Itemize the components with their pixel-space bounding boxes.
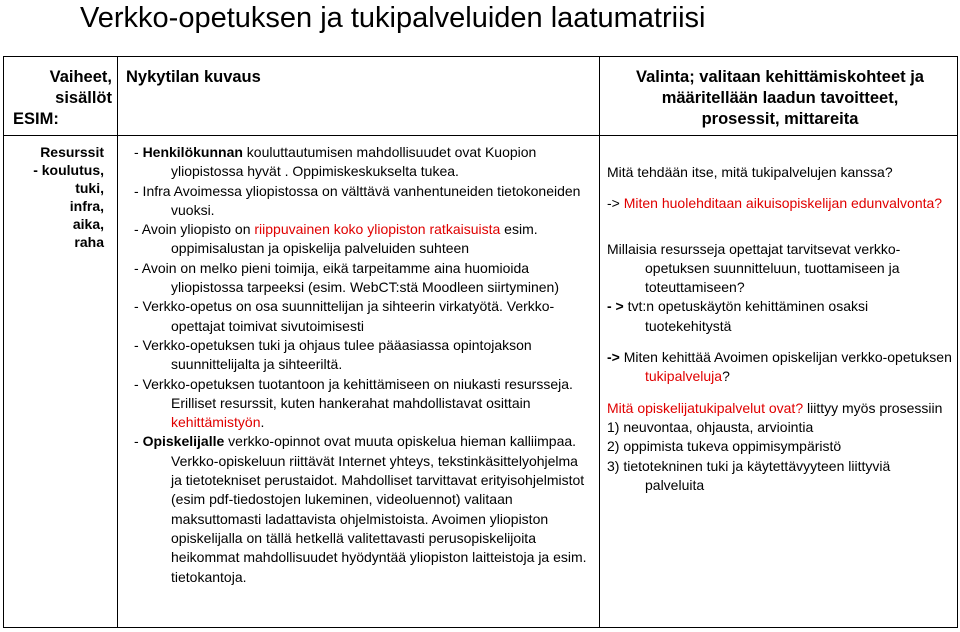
production-paragraph: - Verkko-opetuksen tuotantoon ja kehittämiseen on niukasti resursseja. Erilliset resurssit, kuten hankerahat mahdollistavat osittain kehittämistyön. — [134, 375, 573, 431]
header-phases — [10, 67, 112, 130]
resources-item: aika, — [72, 216, 104, 232]
header-phases-line: ESIM: — [13, 110, 59, 128]
services-list-item: 2) oppimista tukeva oppimisympäristö — [607, 438, 842, 455]
resources-label: Resurssit — [40, 144, 104, 160]
header-selection-line: prosessit, mittareita — [701, 110, 859, 128]
column-divider — [599, 57, 600, 627]
services-list-item: 3) tietotekninen tuki ja käytettävyyteen liittyviä palveluita — [607, 457, 891, 493]
header-selection-line: määritellään laadun tavoitteet, — [661, 89, 899, 107]
support-paragraph: - Verkko-opetuksen tuki ja ohjaus tulee pääasiassa opintojakson suunnittelijalta ja sihteeriltä. — [134, 336, 532, 373]
resources-item: raha — [74, 234, 104, 250]
question-student-services: Mitä opiskelijatukipalvelut ovat? liittyy myös prosessiin — [607, 399, 943, 416]
header-divider — [4, 135, 957, 136]
quality-matrix-table — [3, 56, 958, 628]
infra-paragraph: - Infra Avoimessa yliopistossa on välttävä vanhentuneiden tietokoneiden vuoksi. — [134, 182, 581, 218]
resources-item: - koulutus, — [33, 162, 104, 178]
current-state-cell — [134, 143, 592, 587]
header-current-state: Nykytilan kuvaus — [126, 68, 261, 86]
small-actor-paragraph: - Avoin on melko pieni toimija, eikä tarpeitamme aina huomioida yliopistossa tarpeeksi (esim. WebCT:stä Moodleen siirtyminen) — [134, 259, 559, 296]
header-phases-line: sisällöt — [55, 89, 112, 107]
header-selection — [604, 67, 956, 130]
resources-item: tuki, — [75, 180, 104, 196]
question-advocacy: -> Miten huolehditaan aikuisopiskelijan edunvalvonta? — [607, 195, 943, 212]
column-divider — [117, 57, 118, 627]
resources-item: infra, — [69, 198, 104, 214]
question-teacher-resources: Millaisia resursseja opettajat tarvitsevat verkko-opetuksen suunnitteluun, tuottamiseen ja toteuttamiseen? — [607, 240, 901, 296]
question-support-services: -> Miten kehittää Avoimen opiskelijan verkko-opetuksen tukipalveluja? — [607, 349, 952, 385]
ict-development: - > tvt:n opetuskäytön kehittäminen osaksi tuotekehitystä — [607, 298, 869, 334]
header-selection-line: Valinta; valitaan kehittämiskohteet ja — [636, 68, 924, 86]
resources-cell — [8, 143, 104, 251]
official-duty-paragraph: - Verkko-opetus on osa suunnittelijan ja sihteerin virkatyötä. Verkko-opettajat toimivat sivutoimisesti — [134, 298, 555, 334]
header-phases-line: Vaiheet, — [49, 68, 112, 86]
question-self-or-support: Mitä tehdään itse, mitä tukipalvelujen kanssa? — [607, 164, 893, 180]
student-paragraph: - Opiskelijalle verkko-opinnot ovat muuta opiskelua hieman kalliimpaa. Verkko-opiskeluun riittävät Internet yhteys, tekstinkäsittelyohjelma ja tietotekniset perustaidot. Mahdolliset tarvittavat erityisohjelmistot (esim pdf-tiedostojen lukeminen, videoluennot) valitaan maksuttomasti ladattavista ohjelmistoista. Avoimen yliopiston opiskelijalla on tällä hetkellä valitettavasti perusopiskelijoita heikommat mahdollisuudet hyödyntää yliopiston laitteistoja ja esim. tietokantoja. — [134, 433, 587, 585]
page-title: Verkko-opetuksen ja tukipalveluiden laatumatriisi — [80, 2, 706, 34]
services-list-item: 1) neuvontaa, ohjausta, arviointia — [607, 418, 814, 435]
dependency-paragraph: - Avoin yliopisto on riippuvainen koko yliopiston ratkaisuista esim. oppimisalustan ja opiskelija palveluiden suhteen — [134, 221, 538, 257]
staff-training-paragraph: - Henkilökunnan kouluttautumisen mahdollisuudet ovat Kuopion yliopistossa hyvät . Oppimiskeskukselta tukea. — [134, 144, 537, 180]
selection-cell — [607, 163, 952, 495]
